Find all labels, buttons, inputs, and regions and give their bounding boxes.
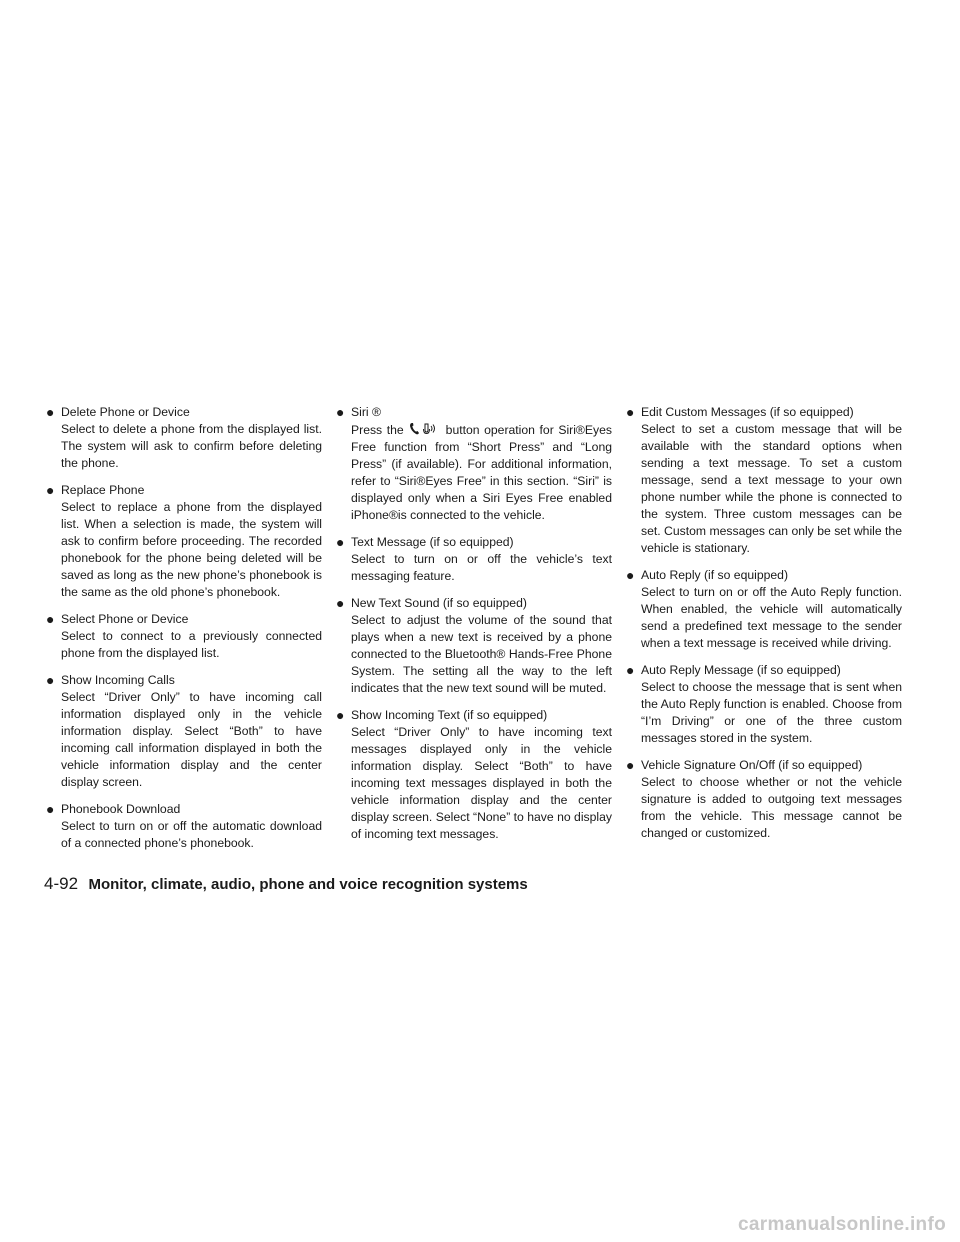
item-title: Siri ® <box>351 405 381 419</box>
item-title: Vehicle Signature On/Off (if so equipped) <box>641 758 863 772</box>
bullet: ● <box>626 662 635 678</box>
item-body-text: button operation for Siri®Eyes Free function from “Short Press” and “Long Press” (if available). For additional information, refer to “Siri®Eyes Free” in this section. “Siri” is displayed only when a Siri Eyes Free enabled iPhone®is connected to the vehicle. <box>351 423 612 522</box>
column-left <box>46 404 322 862</box>
bullet: ● <box>46 611 55 627</box>
list-item <box>46 482 322 601</box>
item-body: Select to delete a phone from the displayed list. The system will ask to confirm before deleting the phone. <box>61 422 322 470</box>
list-item <box>46 801 322 852</box>
column-right <box>626 404 902 852</box>
column-middle <box>336 404 612 853</box>
item-title: New Text Sound (if so equipped) <box>351 596 527 610</box>
item-title: Auto Reply (if so equipped) <box>641 568 789 582</box>
list-item <box>626 662 902 747</box>
item-body: Select to turn on or off the vehicle’s text messaging feature. <box>351 552 612 583</box>
list-item <box>336 404 612 524</box>
bullet: ● <box>626 567 635 583</box>
list-item <box>336 595 612 697</box>
item-title: Text Message (if so equipped) <box>351 535 514 549</box>
page-footer <box>44 874 528 894</box>
list-item <box>46 672 322 791</box>
item-body: Select to set a custom message that will be available with the standard options when sending a text message. To set a custom message, send a text message to your own phone number while the phone is connected to the system. Three custom messages can be set. Custom messages can only be set while the vehicle is stationary. <box>641 422 902 555</box>
item-title: Delete Phone or Device <box>61 405 190 419</box>
item-title: Phonebook Download <box>61 802 181 816</box>
bullet: ● <box>46 801 55 817</box>
item-body: Select to replace a phone from the displayed list. When a selection is made, the system will ask to confirm before proceeding. The recorded phonebook for the phone being deleted will be saved as long as the new phone’s phonebook is the same as the old phone’s phonebook. <box>61 500 322 599</box>
item-body: Select to adjust the volume of the sound that plays when a new text is received by a phone connected to the Bluetooth® Hands-Free Phone System. The setting all the way to the left indicates that the new text sound will be muted. <box>351 613 612 695</box>
bullet: ● <box>46 482 55 498</box>
item-title: Edit Custom Messages (if so equipped) <box>641 405 854 419</box>
item-body: Select “Driver Only” to have incoming call information displayed only in the vehicle information display. Select “Both” to have incoming call information displayed in both the vehicle information display and the center display screen. <box>61 690 322 789</box>
bullet: ● <box>626 404 635 420</box>
watermark: carmanualsonline.info <box>738 1214 946 1235</box>
item-body: Select to choose the message that is sent when the Auto Reply function is enabled. Choose from “I’m Driving” or one of the three custom messages stored in the system. <box>641 680 902 745</box>
bullet: ● <box>336 534 345 550</box>
list-item <box>46 404 322 472</box>
item-title: Show Incoming Calls <box>61 673 175 687</box>
list-item <box>626 567 902 652</box>
section-title: Monitor, climate, audio, phone and voice recognition systems <box>88 876 528 893</box>
item-title: Replace Phone <box>61 483 145 497</box>
item-body: Select to choose whether or not the vehicle signature is added to outgoing text messages from the vehicle. This message cannot be changed or customized. <box>641 775 902 840</box>
list-item <box>626 404 902 557</box>
bullet: ● <box>336 404 345 420</box>
item-body: Select to turn on or off the automatic download of a connected phone’s phonebook. <box>61 819 322 850</box>
item-body <box>351 421 612 524</box>
phone-voice-button-icon <box>408 421 442 436</box>
item-body-prefix: Press the <box>351 423 404 437</box>
bullet: ● <box>46 404 55 420</box>
bullet: ● <box>626 757 635 773</box>
list-item <box>336 707 612 843</box>
item-title: Select Phone or Device <box>61 612 189 626</box>
list-item <box>626 757 902 842</box>
item-title: Show Incoming Text (if so equipped) <box>351 708 548 722</box>
list-item <box>46 611 322 662</box>
page-number: 4-92 <box>44 874 79 893</box>
bullet: ● <box>46 672 55 688</box>
bullet: ● <box>336 707 345 723</box>
item-body: Select to turn on or off the Auto Reply function. When enabled, the vehicle will automatically send a predefined text message to the sender when a text message is received while driving. <box>641 585 902 650</box>
list-item <box>336 534 612 585</box>
item-title: Auto Reply Message (if so equipped) <box>641 663 841 677</box>
item-body: Select to connect to a previously connected phone from the displayed list. <box>61 629 322 660</box>
item-body: Select “Driver Only” to have incoming text messages displayed only in the vehicle information display. Select “Both” to have incoming text messages displayed in both the vehicle information display and the center display screen. Select “None” to have no display of incoming text messages. <box>351 725 612 841</box>
bullet: ● <box>336 595 345 611</box>
